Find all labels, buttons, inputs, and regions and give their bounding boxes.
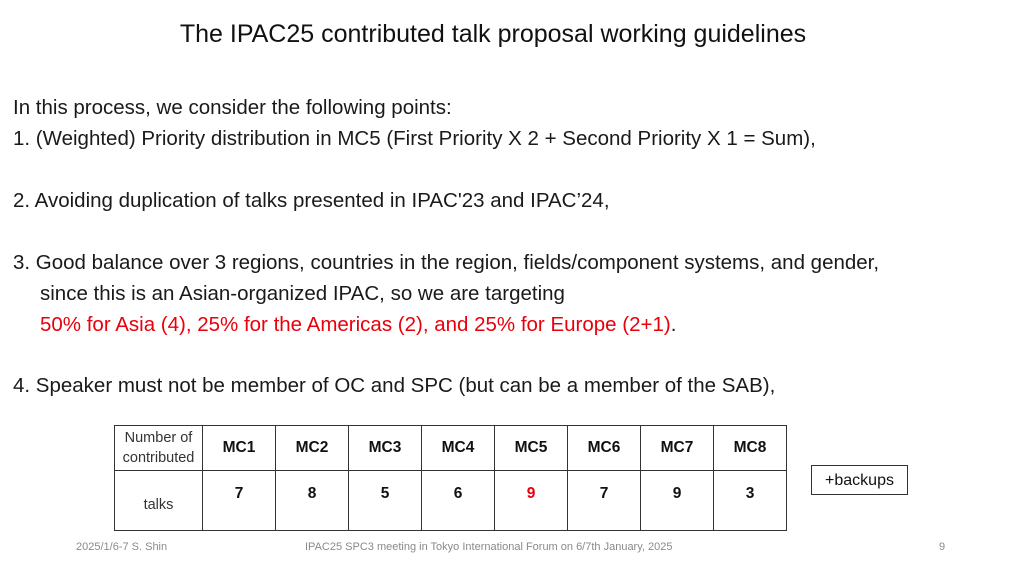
value-mc5: 9 (495, 471, 568, 531)
header-label-line-1: Number of (124, 430, 193, 446)
backups-box: +backups (811, 465, 908, 495)
value-mc4: 6 (422, 471, 495, 531)
col-header-mc6: MC6 (568, 426, 641, 471)
value-mc7: 9 (641, 471, 714, 531)
mc-talks-table (114, 425, 787, 531)
table-header-row (115, 426, 787, 471)
region-target-highlight: 50% for Asia (4), 25% for the Americas (2), and 25% for Europe (2+1) (40, 313, 671, 336)
col-header-mc8: MC8 (714, 426, 787, 471)
footer-meeting: IPAC25 SPC3 meeting in Tokyo International Forum on 6/7th January, 2025 (305, 541, 673, 553)
point-3-line-3 (40, 310, 676, 340)
value-mc8: 3 (714, 471, 787, 531)
intro-text: In this process, we consider the following points: (13, 96, 452, 119)
value-mc6: 7 (568, 471, 641, 531)
slide-title: The IPAC25 contributed talk proposal working guidelines (179, 20, 807, 48)
col-header-mc5: MC5 (495, 426, 568, 471)
table-row (115, 471, 787, 531)
header-label-line-2: contributed (122, 450, 195, 466)
page-number: 9 (939, 541, 946, 553)
col-header-mc7: MC7 (641, 426, 714, 471)
table-header-label (115, 426, 203, 471)
point-3-line-2: since this is an Asian-organized IPAC, so we are targeting (40, 282, 565, 305)
point-3-period: . (670, 313, 677, 336)
row-label-talks: talks (115, 471, 203, 531)
col-header-mc4: MC4 (422, 426, 495, 471)
footer-date-author: 2025/1/6-7 S. Shin (76, 541, 168, 553)
value-mc2: 8 (276, 471, 349, 531)
point-4: 4. Speaker must not be member of OC and SPC (but can be a member of the SAB), (13, 374, 776, 397)
point-2: 2. Avoiding duplication of talks presented in IPAC'23 and IPAC’24, (13, 189, 610, 212)
col-header-mc3: MC3 (349, 426, 422, 471)
point-1: 1. (Weighted) Priority distribution in MC5 (First Priority X 2 + Second Priority X 1 = Sum), (13, 127, 816, 150)
value-mc1: 7 (203, 471, 276, 531)
col-header-mc2: MC2 (276, 426, 349, 471)
col-header-mc1: MC1 (203, 426, 276, 471)
point-3-line-1: 3. Good balance over 3 regions, countries in the region, fields/component systems, and gender, (13, 251, 880, 274)
value-mc3: 5 (349, 471, 422, 531)
